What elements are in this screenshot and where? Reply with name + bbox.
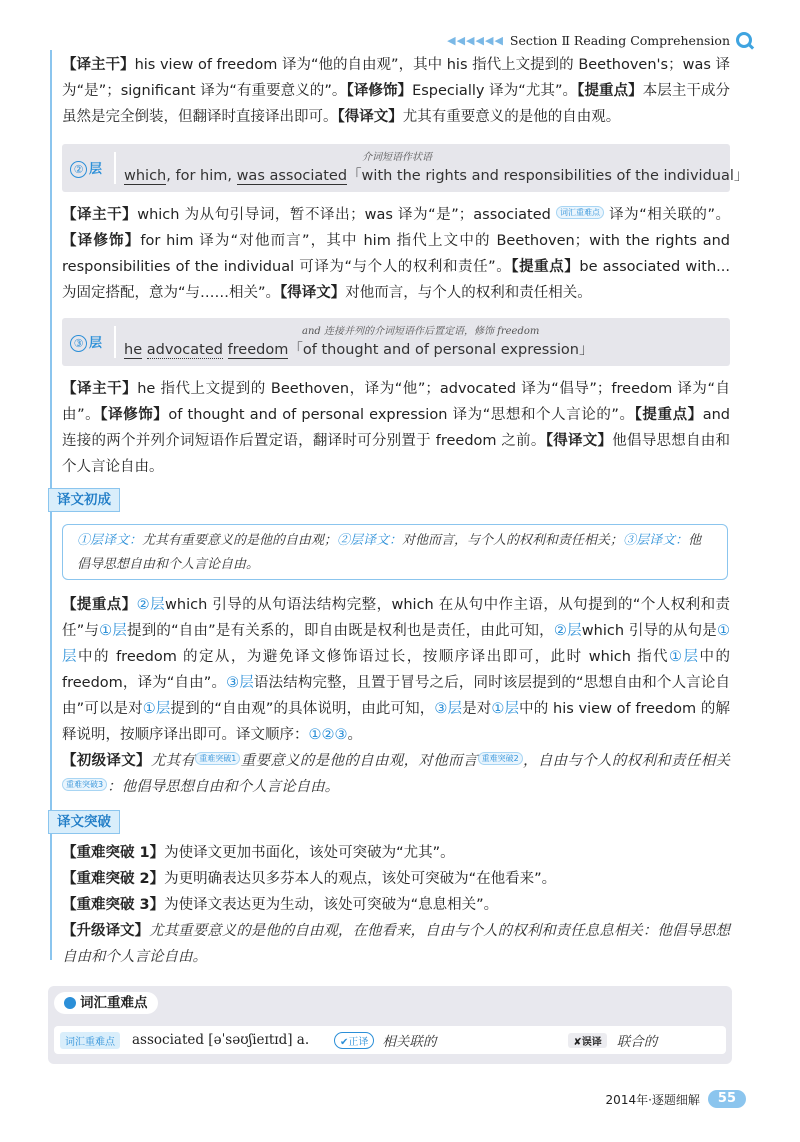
text: his view of freedom 译为“他的自由观”，其中 his 指代上文提到的 Beethoven's；was 译为“是”；significant 译为“有重要意义的”。 [62, 57, 731, 99]
text: Especially 译为“尤其”。 [412, 83, 578, 99]
key-label: 【译修饰】 [346, 83, 413, 99]
vocab-word: associated [əˈsəʊʃieɪtɪd] a. [132, 1032, 310, 1048]
book-title: 2014年·逐题细解 [605, 1092, 700, 1107]
layer2-sentence-box [62, 144, 749, 192]
layer3-sentence-box [62, 318, 730, 366]
breakthrough-list [62, 840, 730, 970]
breakthrough-item: 【重难突破 3】为使译文表达更为生动，该处可突破为“息息相关”。 [62, 897, 499, 913]
draft-translation-box: ①层译文：尤其有重要意义的是他的自由观；②层译文：对他而言，与个人的权利和责任相关；③层译文：他倡导思想自由和个人言论自由。 [62, 524, 728, 580]
section-label-draft: 译文初成 [48, 488, 120, 512]
arrows-decoration: ◀◀◀◀◀◀ [447, 33, 504, 47]
layer2-annotation: 介词短语作状语 [362, 152, 432, 163]
key-label: 【得译文】 [337, 109, 403, 125]
paragraph-key-points: 【提重点】②层which 引导的从句语法结构完整，which 在从句中作主语，从句提到的“个人权利和责任”与①层提到的“自由”是有关系的，即自由既是权利也是责任，由此可知，②层which 引导的从句是①层中的 freedom 的定从，为避免译文修饰语过长，按顺序译出即可，此时 which 指代①层中的 freedom，译为“自由”。③层语法结构完整，且置于冒号之后，同时该层提到的“思想自由和个人言论自由”可以是对①层提到的“自由观”的具体说明，由此可知，③层是对①层中的 his view of freedom 的解释说明，按顺序译出即可。译文顺序：①②③。 [62, 597, 731, 743]
page-footer [606, 1090, 746, 1108]
section-label-breakthrough: 译文突破 [48, 810, 120, 834]
paragraph-layer1-analysis [62, 52, 730, 130]
text: 尤其有重要意义的是他的自由观。 [402, 109, 621, 125]
search-icon [736, 32, 752, 48]
paragraph-layer3-analysis: 【译主干】he 指代上文提到的 Beethoven，译为“他”；advocated 译为“倡导”；freedom 译为“自由”。【译修饰】of thought and of personal expression 译为“思想和个人言论的”。【提重点】and 连接的两个并列介词短语作后置定语，翻译时可分别置于 freedom 之前。【得译文】他倡导思想自由和个人言论自由。 [62, 381, 731, 475]
section-title: Section Ⅱ Reading Comprehension [509, 32, 730, 48]
page-number: 55 [708, 1090, 746, 1108]
key-label: 【提重点】 [577, 83, 643, 99]
breakthrough-item: 【重难突破 2】为更明确表达贝多芬本人的观点，该处可突破为“在他看来”。 [62, 871, 557, 887]
correct-meaning: 相关联的 [382, 1034, 437, 1050]
correct-badge: ✔正译 [334, 1032, 374, 1049]
vocab-title: 词汇重难点 [54, 992, 158, 1014]
upgraded-translation: 【升级译文】尤其重要意义的是他的自由观，在他看来，自由与个人的权利和责任息息相关：他倡导思想自由和个人言论自由。 [62, 923, 731, 965]
vocab-row: 词汇重难点 associated [əˈsəʊʃieɪtɪd] a. ✔正译 相关联的 ✘误译 联合的 [54, 1026, 726, 1054]
initial-translation: 【初级译文】尤其有 重难突破1 重要意义的是他的自由观，对他而言 重难突破2 ，自由与个人的权利和责任相关重难突破3 ：他倡导思想自由和个人言论自由。 [62, 753, 731, 795]
vocab-box [48, 986, 732, 1064]
running-header [447, 32, 752, 48]
vocab-badge: 词汇重难点 [556, 206, 604, 219]
text: 本层主干成分虽然是完全倒装，但翻译时直接译出即可。 [62, 83, 731, 125]
layer3-annotation: and 连接并列的介词短语作后置定语，修饰 freedom [302, 326, 540, 337]
breakthrough-item: 【重难突破 1】为使译文更加书面化，该处可突破为“尤其”。 [62, 845, 455, 861]
paragraph-layer2-analysis: 【译主干】which 为从句引导词，暂不译出；was 译为“是”；associated 词汇重难点 译为“相关联的”。【译修饰】for him 译为“对他而言”，其中 him 指代上文中的 Beethoven；with the rights and responsibilities of the individual 可译为“与个人的权利和责任”。【提重点】be associated with... 为固定搭配，意为“与……相关”。【得译文】对他而言，与个人的权利和责任相关。 [62, 207, 731, 301]
wrong-meaning: 联合的 [616, 1034, 658, 1050]
layer2-tag: ② 层 [70, 158, 102, 178]
bullet-icon [64, 997, 76, 1009]
layer3-sentence: he advocated freedom「of thought and of personal expression」 [124, 342, 594, 358]
wrong-badge: ✘误译 [568, 1033, 606, 1048]
layer3-tag: ③ 层 [70, 332, 102, 352]
layer2-sentence: which, for him, was associated「with the rights and responsibilities of the individual」 [124, 168, 749, 184]
key-label: 【译主干】 [62, 57, 135, 73]
